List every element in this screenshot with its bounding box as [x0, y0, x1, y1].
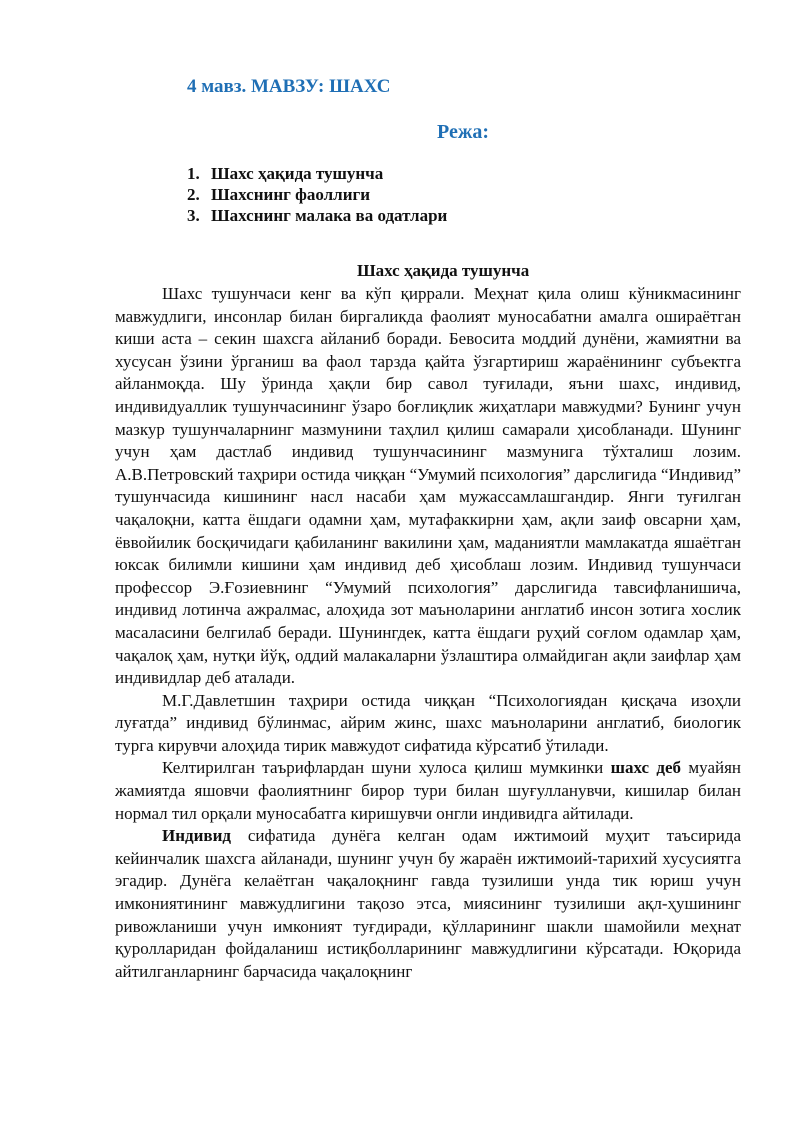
- plan-item: [187, 184, 447, 205]
- paragraph-text: сифатида дунёга келган одам ижтимоий муҳит таъсирида кейинчалик шахсга айланади, шунинг учун бу жараён ижтимоий-тарихий хусусиятга эгадир. Дунёга келаётган чақалоқнинг гавда тузилиши унда тик юриш учун имкониятининг мавжудлигини тақозо этса, миясининг тузилиши ақл-ҳушининг ривожланиши учун имконият туғдиради, қўлларининг шакли шамойили меҳнат қуролларидан фойдаланиш истиқболларининг мавжудлигини кўрсатади. Юқорида айтилганларнинг барчасида чақалоқнинг: [115, 826, 741, 981]
- body-text: [115, 283, 741, 983]
- paragraph-text: муайян жамиятда яшовчи фаолиятнинг бирор тури билан шуғулланувчи, кишилар билан нормал тил орқали муносабатга киришувчи онгли индивидга айтилади.: [115, 758, 742, 823]
- section-heading: Шахс ҳақида тушунча: [357, 261, 530, 280]
- bold-term: шахс деб: [610, 758, 682, 778]
- plan-item-number: 3.: [187, 206, 200, 225]
- bold-term: Индивид: [162, 826, 231, 846]
- plan-item-text: Шахснинг малака ва одатлари: [211, 206, 448, 225]
- paragraph: Шахс тушунчаси кенг ва кўп қиррали. Меҳнат қила олиш кўникмасининг мавжудлиги, инсонлар билан биргаликда фаолият муносабатни амалга ошираётган киши аста – секин шахсга айланиб боради. Бевосита моддий дунёни, жамиятни ва хусусан ўзини ўрганиш ва фаол тарзда қайта ўзгартириш жараёнининг субъектга айланмоқда. Шу ўринда ҳақли бир савол туғилади, яъни шахс, индивид, индивидуаллик тушунчасининг ўзаро боғлиқлик жиҳатлари мавжудми? Бунинг учун мазкур тушунчаларнинг мазмунини таҳлил қилиш самарали ҳисобланади. Шунинг учун ҳам дастлаб индивид тушунчасининг мазмунига тўхталиш лозим. А.В.Петровский таҳрири остида чиққан “Умумий психология” дарслигида “Индивид” тушунчасида кишининг насл насаби ҳам мужассамлашгандир. Янги туғилган чақалоқни, катта ёшдаги одамни ҳам, мутафаккирни ҳам, ақли заиф овсарни ҳам, ёввойилик босқичидаги қабиланинг вакилини ҳам, маданиятли мамлакатда яшаётган юксак билимли кишини ҳам индивид деб ҳисоблаш лозим. Индивид тушунчаси профессор Э.Ғозиевнинг “Умумий психология” дарслигида тавсифланишича, индивид лотинча ажралмас, алоҳида зот маъноларини англатиб инсон зотига хослик масаласини белгилаб беради. Шунингдек, катта ёшдаги руҳий соғлом одамлар ҳам, чақалоқ ҳам, нутқи йўқ, оддий малакаларни ўзлаштира олмайдиган ақли заифлар ҳам индивидлар деб аталади.: [115, 284, 741, 688]
- plan-item: [187, 163, 447, 184]
- page-title: 4 мавз. МАВЗУ: ШАХС: [187, 76, 391, 97]
- plan-list: [187, 163, 447, 226]
- paragraph-text: Келтирилган таърифлардан шуни хулоса қилиш мумкинки: [162, 758, 611, 778]
- paragraph: М.Г.Давлетшин таҳрири остида чиққан “Психологиядан қисқача изоҳли луғатда” индивид бўлинмас, айрим жинс, шахс маъноларини англатиб, биологик турга кирувчи алоҳида тирик мавжудот сифатида кўрсатиб ўтилади.: [115, 690, 741, 755]
- plan-item-text: Шахс ҳақида тушунча: [211, 164, 384, 183]
- plan-item: [187, 205, 447, 226]
- plan-item-text: Шахснинг фаоллиги: [211, 185, 371, 204]
- plan-item-number: 1.: [187, 164, 200, 183]
- plan-heading: Режа:: [437, 121, 489, 143]
- plan-item-number: 2.: [187, 185, 200, 204]
- paragraph: [115, 825, 741, 983]
- paragraph: [115, 757, 741, 825]
